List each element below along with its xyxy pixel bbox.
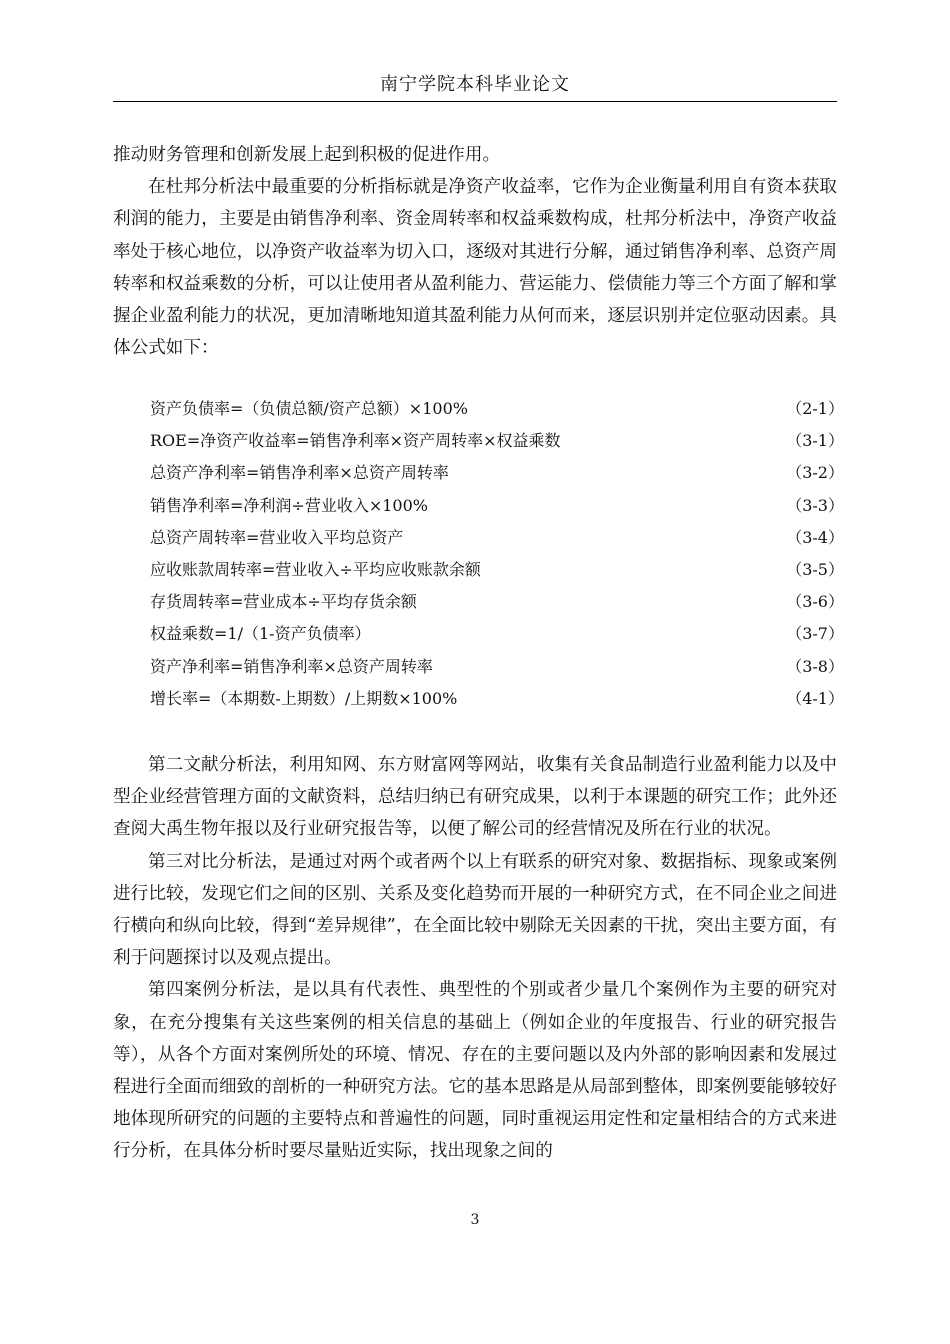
formula-row: [150, 683, 844, 715]
page-number: 3: [470, 1212, 480, 1228]
formula-text: ROE=净资产收益率=销售净利率×资产周转率×权益乘数: [150, 431, 561, 451]
formula-text: 存货周转率=营业成本÷平均存货余额: [150, 592, 417, 612]
intro-text-block: [113, 139, 837, 364]
formula-row: [150, 393, 844, 425]
formula-list: [150, 393, 844, 715]
formula-text: 销售净利率=净利润÷营业收入×100%: [150, 495, 428, 515]
formula-number: （3-2）: [786, 463, 844, 483]
methods-text-block: [113, 749, 837, 1168]
formula-number: （4-1）: [786, 688, 844, 708]
formula-number: （3-8）: [786, 656, 844, 676]
formula-row: [150, 425, 844, 457]
formula-text: 增长率=（本期数-上期数）/上期数×100%: [150, 688, 458, 708]
formula-number: （3-3）: [786, 495, 844, 515]
formula-text: 资产净利率=销售净利率×总资产周转率: [150, 656, 433, 676]
formula-row: [150, 457, 844, 489]
formula-text: 总资产净利率=销售净利率×总资产周转率: [150, 463, 449, 483]
formula-row: [150, 586, 844, 618]
formula-number: （3-7）: [786, 624, 844, 644]
formula-row: [150, 618, 844, 650]
paragraph-dupont-analysis: 在杜邦分析法中最重要的分析指标就是净资产收益率，它作为企业衡量利用自有资本获取利润的能力，主要是由销售净利率、资金周转率和权益乘数构成，杜邦分析法中，净资产收益率处于核心地位，以净资产收益率为切入口，逐级对其进行分解，通过销售净利率、总资产周转率和权益乘数的分析，可以让使用者从盈利能力、营运能力、偿债能力等三个方面了解和掌握企业盈利能力的状况，更加清晰地知道其盈利能力从何而来，逐层识别并定位驱动因素。具体公式如下：: [113, 177, 837, 359]
formula-text: 应收账款周转率=营业收入÷平均应收账款余额: [150, 559, 481, 579]
formula-number: （3-5）: [786, 559, 844, 579]
paragraph-case-analysis: 第四案例分析法，是以具有代表性、典型性的个别或者少量几个案例作为主要的研究对象，在充分搜集有关这些案例的相关信息的基础上（例如企业的年度报告、行业的研究报告等），从各个方面对案例所处的环境、情况、存在的主要问题以及内外部的影响因素和发展过程进行全面而细致的剖析的一种研究方法。它的基本思路是从局部到整体，即案例要能够较好地体现所研究的问题的主要特点和普遍性的问题，同时重视运用定性和定量相结合的方式来进行分析，在具体分析时要尽量贴近实际，找出现象之间的: [113, 980, 837, 1162]
formula-row: [150, 554, 844, 586]
formula-number: （3-4）: [786, 527, 844, 547]
page-header-title: 南宁学院本科毕业论文: [380, 74, 570, 95]
header-divider: [113, 101, 837, 102]
paragraph-continuation: 推动财务管理和创新发展上起到积极的促进作用。: [113, 145, 501, 165]
formula-text: 总资产周转率=营业收入平均总资产: [150, 527, 404, 547]
formula-row: [150, 490, 844, 522]
paragraph-literature-analysis: 第二文献分析法，利用知网、东方财富网等网站，收集有关食品制造行业盈利能力以及中型企业经营管理方面的文献资料，总结归纳已有研究成果，以利于本课题的研究工作；此外还查阅大禹生物年报以及行业研究报告等，以便了解公司的经营情况及所在行业的状况。: [113, 755, 837, 840]
formula-text: 资产负债率=（负债总额/资产总额）×100%: [150, 399, 468, 418]
paragraph-comparative-analysis: 第三对比分析法，是通过对两个或者两个以上有联系的研究对象、数据指标、现象或案例进行比较，发现它们之间的区别、关系及变化趋势而开展的一种研究方式，在不同企业之间进行横向和纵向比较，得到“差异规律”，在全面比较中剔除无关因素的干扰，突出主要方面，有利于问题探讨以及观点提出。: [113, 851, 837, 969]
formula-row: [150, 651, 844, 683]
formula-row: [150, 522, 844, 554]
formula-text: 权益乘数=1/（1-资产负债率）: [150, 624, 371, 644]
formula-number: （2-1）: [786, 399, 844, 418]
formula-number: （3-1）: [786, 431, 844, 451]
formula-number: （3-6）: [786, 592, 844, 612]
